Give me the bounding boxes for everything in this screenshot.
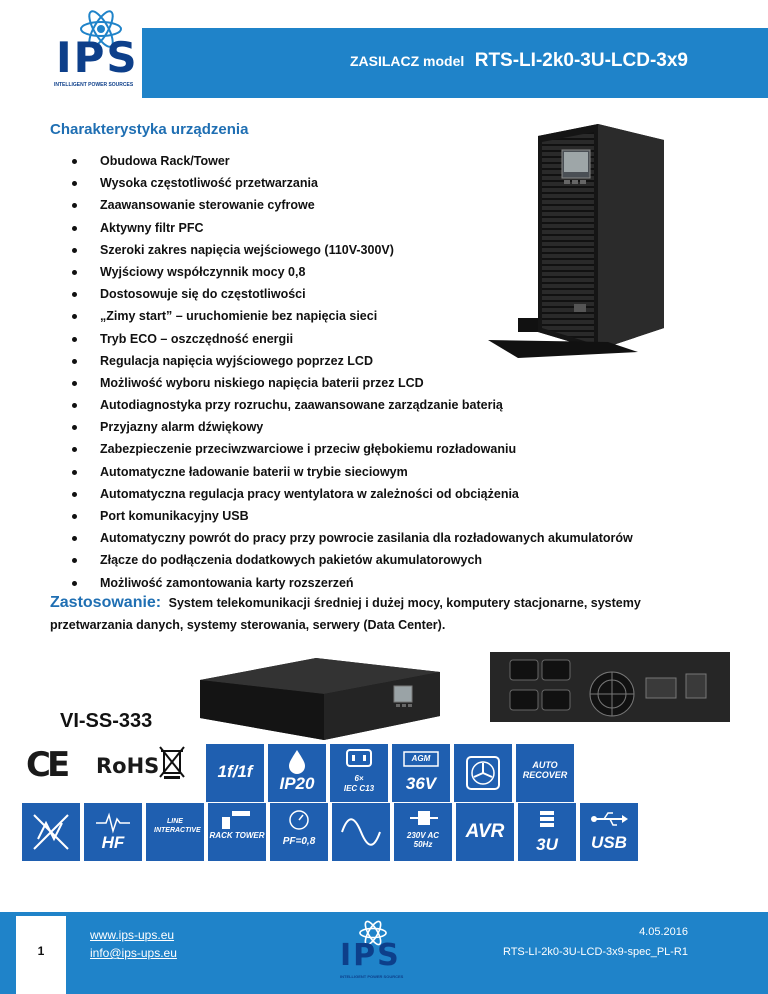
phase-icon	[206, 744, 264, 802]
website-link[interactable]: www.ips-ups.eu	[90, 928, 175, 942]
feature-item: Możliwość zamontowania karty rozszerzeń	[72, 572, 633, 594]
3u-icon	[518, 803, 576, 861]
feature-item: Automatyczne ładowanie baterii w trybie sieciowym	[72, 461, 633, 483]
feature-item: Autodiagnostyka przy rozruchu, zaawansowane zarządzanie baterią	[72, 394, 633, 416]
feature-item: Port komunikacyjny USB	[72, 505, 633, 527]
ce-mark: CE	[26, 745, 67, 785]
power-factor-icon	[270, 803, 328, 861]
feature-item: Automatyczna regulacja pracy wentylatora w zależności od obciążenia	[72, 483, 633, 505]
rack-ups-back-image	[490, 652, 730, 722]
phase-label: 1f/1f	[217, 762, 253, 781]
rohs-mark: RoHS	[96, 754, 160, 778]
header-model: RTS-LI-2k0-3U-LCD-3x9	[474, 50, 688, 71]
usb-icon	[580, 803, 638, 861]
feature-item: Wyjściowy współczynnik mocy 0,8	[72, 261, 633, 283]
hf-icon	[84, 803, 142, 861]
ip-rating-icon	[268, 744, 326, 802]
feature-item: Tryb ECO – oszczędność energii	[72, 328, 633, 350]
feature-item: Złącze do podłączenia dodatkowych pakietów akumulatorowych	[72, 549, 633, 571]
no-transfer-icon	[22, 803, 80, 861]
line-interactive-label: LINE INTERACTIVE	[154, 818, 201, 834]
avr-icon	[456, 803, 514, 861]
footer-date: 4.05.2016	[639, 926, 688, 938]
footer-logo-tagline: INTELLIGENT POWER SOURCES	[340, 974, 404, 979]
logo-tagline: INTELLIGENT POWER SOURCES	[54, 82, 134, 88]
rack-tower-label: RACK TOWER	[209, 831, 265, 840]
ips-logo	[52, 6, 152, 96]
feature-item: Szeroki zakres napięcia wejściowego (110V-300V)	[72, 239, 633, 261]
features-title: Charakterystyka urządzenia	[50, 121, 249, 138]
footer-logo-letters: IPS	[340, 938, 401, 973]
tower-ups-image	[478, 118, 668, 368]
ac-output-label: 230V AC 50Hz	[406, 831, 440, 849]
iec-outlet-icon	[330, 744, 388, 802]
usb-label: USB	[591, 833, 627, 852]
application-section	[50, 592, 710, 636]
feature-item: Dostosowuje się do częstotliwości	[72, 283, 633, 305]
feature-item: „Zimy start” – uruchomienie bez napięcia sieci	[72, 305, 633, 327]
application-label: Zastosowanie:	[50, 594, 162, 611]
header-prefix: ZASILACZ model	[349, 53, 465, 69]
ip-label: IP20	[279, 774, 315, 793]
feature-item: Zabezpieczenie przeciwzwarciowe i przeciw głębokiemu rozładowaniu	[72, 438, 633, 460]
battery-icon	[392, 744, 450, 802]
email-link[interactable]: info@ips-ups.eu	[90, 946, 177, 960]
fan-icon	[454, 744, 512, 802]
height-units-label: 3U	[536, 835, 558, 854]
auto-recover-icon	[516, 744, 574, 802]
agm-label: AGM	[411, 754, 431, 763]
application-text: System telekomunikacji średniej i dużej mocy, komputery stacjonarne, systemy przetwarzania danych, systemy sterowania, serwery (Data Center).	[50, 596, 641, 632]
avr-label: AVR	[465, 821, 505, 842]
feature-item: Zaawansowanie sterowanie cyfrowe	[72, 194, 633, 216]
feature-item: Obudowa Rack/Tower	[72, 150, 633, 172]
feature-item: Aktywny filtr PFC	[72, 217, 633, 239]
outlets-count: 6×	[354, 774, 364, 783]
page-number: 1	[37, 944, 45, 958]
sine-wave-icon	[332, 803, 390, 861]
auto-recover-label: AUTO RECOVER	[522, 760, 568, 780]
feature-item: Przyjazny alarm dźwiękowy	[72, 416, 633, 438]
logo-letters: IPS	[56, 33, 139, 82]
battery-voltage: 36V	[405, 774, 437, 793]
feature-item: Możliwość wyboru niskiego napięcia baterii przez LCD	[72, 372, 633, 394]
hf-label: HF	[101, 833, 125, 852]
footer-ips-logo	[336, 918, 426, 990]
rack-ups-front-image	[196, 656, 444, 742]
feature-item: Wysoka częstotliwość przetwarzania	[72, 172, 633, 194]
header-title	[350, 50, 688, 72]
feature-item: Automatyczny powrót do pracy przy powrocie zasilania dla rozładowanych akumulatorów	[72, 527, 633, 549]
ac-output-icon	[394, 803, 452, 861]
line-interactive-icon	[146, 803, 204, 861]
pf-label: PF=0,8	[282, 836, 316, 847]
feature-item: Regulacja napięcia wyjściowego poprzez LCD	[72, 350, 633, 372]
weee-bin-icon	[158, 745, 186, 786]
footer-doc-id: RTS-LI-2k0-3U-LCD-3x9-spec_PL-R1	[502, 946, 688, 958]
product-code: VI-SS-333	[60, 710, 153, 732]
outlets-type: IEC C13	[343, 784, 375, 793]
rack-tower-icon	[208, 803, 266, 861]
